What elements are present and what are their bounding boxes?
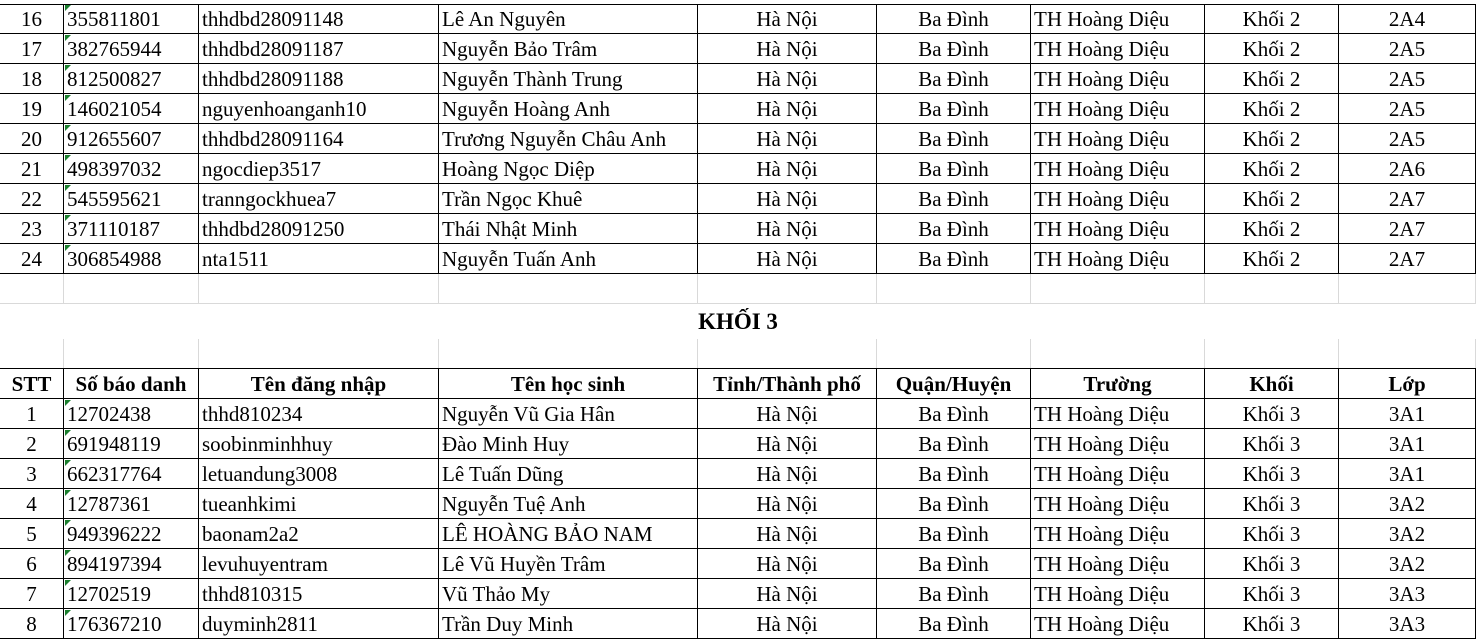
district-cell[interactable]: Ba Đình — [877, 124, 1031, 154]
class-cell[interactable]: 2A5 — [1339, 34, 1476, 64]
header-province-cell[interactable]: Tỉnh/Thành phố — [698, 369, 877, 399]
student-id-cell[interactable]: 176367210 — [64, 609, 199, 639]
login-name-cell[interactable]: thhd810234 — [199, 399, 439, 429]
stt-cell[interactable]: 19 — [0, 94, 64, 124]
number-as-text-marker-icon — [65, 185, 71, 191]
student-id-cell[interactable]: 12787361 — [64, 489, 199, 519]
student-name-cell[interactable]: Nguyễn Tuấn Anh — [439, 244, 698, 274]
table-row — [0, 124, 1476, 154]
grade-cell[interactable]: Khối 2 — [1205, 94, 1339, 124]
province-cell[interactable]: Hà Nội — [698, 579, 877, 609]
district-cell[interactable]: Ba Đình — [877, 184, 1031, 214]
student-id-cell[interactable]: 662317764 — [64, 459, 199, 489]
table-row — [0, 429, 1476, 459]
login-name-cell[interactable]: thhdbd28091148 — [199, 4, 439, 34]
student-name-cell[interactable]: Hoàng Ngọc Diệp — [439, 154, 698, 184]
stt-cell[interactable]: 18 — [0, 64, 64, 94]
student-id-cell[interactable]: 146021054 — [64, 94, 199, 124]
province-cell[interactable]: Hà Nội — [698, 609, 877, 639]
number-as-text-marker-icon — [65, 215, 71, 221]
class-cell[interactable] — [1339, 274, 1476, 304]
student-name-cell[interactable]: Đào Minh Huy — [439, 429, 698, 459]
table-row — [0, 154, 1476, 184]
district-cell[interactable]: Ba Đình — [877, 34, 1031, 64]
class-cell[interactable]: 3A3 — [1339, 579, 1476, 609]
login-name-cell[interactable]: ngocdiep3517 — [199, 154, 439, 184]
district-cell[interactable]: Ba Đình — [877, 154, 1031, 184]
student-id-cell[interactable]: 812500827 — [64, 64, 199, 94]
school-cell[interactable]: TH Hoàng Diệu — [1031, 94, 1205, 124]
stt-cell[interactable] — [0, 274, 64, 304]
student-name-cell[interactable]: Nguyễn Tuệ Anh — [439, 489, 698, 519]
district-cell[interactable]: Ba Đình — [877, 94, 1031, 124]
login-name-cell[interactable]: letuandung3008 — [199, 459, 439, 489]
header-student-id-cell[interactable]: Số báo danh — [64, 369, 199, 399]
province-cell[interactable]: Hà Nội — [698, 489, 877, 519]
province-cell[interactable]: Hà Nội — [698, 64, 877, 94]
class-cell[interactable]: 2A4 — [1339, 4, 1476, 34]
class-cell[interactable] — [1339, 339, 1476, 369]
login-name-cell[interactable]: thhdbd28091187 — [199, 34, 439, 64]
school-cell[interactable]: TH Hoàng Diệu — [1031, 459, 1205, 489]
district-cell[interactable]: Ba Đình — [877, 4, 1031, 34]
stt-cell[interactable]: 23 — [0, 214, 64, 244]
district-cell[interactable]: Ba Đình — [877, 244, 1031, 274]
class-cell[interactable]: 2A7 — [1339, 214, 1476, 244]
district-cell[interactable]: Ba Đình — [877, 399, 1031, 429]
table-header-row — [0, 369, 1476, 399]
grade-cell[interactable]: Khối 2 — [1205, 214, 1339, 244]
number-as-text-marker-icon — [65, 125, 71, 131]
login-name-cell[interactable]: tueanhkimi — [199, 489, 439, 519]
student-id-cell[interactable] — [64, 274, 199, 304]
province-cell[interactable] — [698, 274, 877, 304]
province-cell[interactable]: Hà Nội — [698, 399, 877, 429]
login-name-cell[interactable]: thhd810315 — [199, 579, 439, 609]
class-cell[interactable]: 2A7 — [1339, 244, 1476, 274]
student-id-cell[interactable]: 498397032 — [64, 154, 199, 184]
student-id-cell[interactable]: 12702519 — [64, 579, 199, 609]
student-id-cell[interactable]: 545595621 — [64, 184, 199, 214]
stt-cell[interactable]: 24 — [0, 244, 64, 274]
student-name-cell[interactable]: Lê Tuấn Dũng — [439, 459, 698, 489]
stt-cell[interactable] — [0, 339, 64, 369]
number-as-text-marker-icon — [65, 610, 71, 616]
grade-cell[interactable]: Khối 3 — [1205, 489, 1339, 519]
login-name-cell[interactable]: thhdbd28091164 — [199, 124, 439, 154]
student-name-cell[interactable]: Thái Nhật Minh — [439, 214, 698, 244]
province-cell[interactable]: Hà Nội — [698, 154, 877, 184]
class-cell[interactable]: 3A2 — [1339, 519, 1476, 549]
grade-cell[interactable]: Khối 2 — [1205, 244, 1339, 274]
student-name-cell[interactable]: Trần Duy Minh — [439, 609, 698, 639]
province-cell[interactable]: Hà Nội — [698, 429, 877, 459]
table-row — [0, 244, 1476, 274]
number-as-text-marker-icon — [65, 5, 71, 11]
grade-cell[interactable]: Khối 3 — [1205, 459, 1339, 489]
student-name-cell[interactable]: Trần Ngọc Khuê — [439, 184, 698, 214]
table-row — [0, 549, 1476, 579]
school-cell[interactable] — [1031, 339, 1205, 369]
school-cell[interactable]: TH Hoàng Diệu — [1031, 519, 1205, 549]
login-name-cell[interactable]: duyminh2811 — [199, 609, 439, 639]
header-student-name-cell[interactable]: Tên học sinh — [439, 369, 698, 399]
stt-cell[interactable]: 6 — [0, 549, 64, 579]
school-cell[interactable]: TH Hoàng Diệu — [1031, 124, 1205, 154]
school-cell[interactable]: TH Hoàng Diệu — [1031, 399, 1205, 429]
school-cell[interactable]: TH Hoàng Diệu — [1031, 4, 1205, 34]
district-cell[interactable]: Ba Đình — [877, 609, 1031, 639]
school-cell[interactable]: TH Hoàng Diệu — [1031, 184, 1205, 214]
district-cell[interactable]: Ba Đình — [877, 214, 1031, 244]
table-row — [0, 214, 1476, 244]
district-cell[interactable]: Ba Đình — [877, 519, 1031, 549]
student-name-cell[interactable]: LÊ HOÀNG BẢO NAM — [439, 519, 698, 549]
header-district-cell[interactable]: Quận/Huyện — [877, 369, 1031, 399]
province-cell[interactable]: Hà Nội — [698, 4, 877, 34]
class-cell[interactable]: 2A5 — [1339, 124, 1476, 154]
district-cell[interactable]: Ba Đình — [877, 579, 1031, 609]
header-stt-cell[interactable]: STT — [0, 369, 64, 399]
school-cell[interactable]: TH Hoàng Diệu — [1031, 579, 1205, 609]
stt-cell[interactable]: 21 — [0, 154, 64, 184]
grade-cell[interactable]: Khối 3 — [1205, 519, 1339, 549]
school-cell[interactable]: TH Hoàng Diệu — [1031, 549, 1205, 579]
grade-cell[interactable]: Khối 2 — [1205, 154, 1339, 184]
district-cell[interactable]: Ba Đình — [877, 549, 1031, 579]
grade-cell[interactable] — [1205, 339, 1339, 369]
login-name-cell[interactable]: baonam2a2 — [199, 519, 439, 549]
student-id-cell[interactable]: 12702438 — [64, 399, 199, 429]
student-name-cell[interactable]: Vũ Thảo My — [439, 579, 698, 609]
class-cell[interactable]: 3A2 — [1339, 549, 1476, 579]
class-cell[interactable]: 2A5 — [1339, 64, 1476, 94]
login-name-cell[interactable]: thhdbd28091250 — [199, 214, 439, 244]
login-name-cell[interactable] — [199, 339, 439, 369]
student-name-cell[interactable] — [439, 339, 698, 369]
student-name-cell[interactable]: Nguyễn Hoàng Anh — [439, 94, 698, 124]
class-cell[interactable]: 3A1 — [1339, 399, 1476, 429]
student-name-cell[interactable]: Nguyễn Vũ Gia Hân — [439, 399, 698, 429]
header-school-cell[interactable]: Trường — [1031, 369, 1205, 399]
grade-cell[interactable]: Khối 2 — [1205, 64, 1339, 94]
grade-cell[interactable]: Khối 3 — [1205, 399, 1339, 429]
number-as-text-marker-icon — [65, 245, 71, 251]
number-as-text-marker-icon — [65, 580, 71, 586]
student-id-cell[interactable]: 894197394 — [64, 549, 199, 579]
header-grade-cell[interactable]: Khối — [1205, 369, 1339, 399]
province-cell[interactable]: Hà Nội — [698, 519, 877, 549]
login-name-cell[interactable] — [199, 274, 439, 304]
district-cell[interactable]: Ba Đình — [877, 489, 1031, 519]
province-cell[interactable]: Hà Nội — [698, 124, 877, 154]
header-login-name-cell[interactable]: Tên đăng nhập — [199, 369, 439, 399]
student-id-cell[interactable]: 691948119 — [64, 429, 199, 459]
login-name-cell[interactable]: soobinminhhuy — [199, 429, 439, 459]
stt-cell[interactable]: 22 — [0, 184, 64, 214]
school-cell[interactable]: TH Hoàng Diệu — [1031, 609, 1205, 639]
student-name-cell[interactable]: Trương Nguyễn Châu Anh — [439, 124, 698, 154]
number-as-text-marker-icon — [65, 35, 71, 41]
stt-cell[interactable]: 16 — [0, 4, 64, 34]
stt-cell[interactable]: 5 — [0, 519, 64, 549]
school-cell[interactable]: TH Hoàng Diệu — [1031, 244, 1205, 274]
login-name-cell[interactable]: nta1511 — [199, 244, 439, 274]
province-cell[interactable]: Hà Nội — [698, 214, 877, 244]
class-cell[interactable]: 3A2 — [1339, 489, 1476, 519]
school-cell[interactable]: TH Hoàng Diệu — [1031, 154, 1205, 184]
number-as-text-marker-icon — [65, 520, 71, 526]
empty-row — [0, 339, 1476, 369]
number-as-text-marker-icon — [65, 490, 71, 496]
number-as-text-marker-icon — [65, 460, 71, 466]
district-cell[interactable] — [877, 339, 1031, 369]
number-as-text-marker-icon — [65, 430, 71, 436]
grade-cell[interactable]: Khối 3 — [1205, 429, 1339, 459]
number-as-text-marker-icon — [65, 95, 71, 101]
number-as-text-marker-icon — [65, 155, 71, 161]
stt-cell[interactable]: 2 — [0, 429, 64, 459]
table-row — [0, 4, 1476, 34]
class-cell[interactable]: 2A6 — [1339, 154, 1476, 184]
student-id-cell[interactable]: 355811801 — [64, 4, 199, 34]
student-id-cell[interactable] — [64, 339, 199, 369]
stt-cell[interactable]: 1 — [0, 399, 64, 429]
school-cell[interactable]: TH Hoàng Diệu — [1031, 34, 1205, 64]
student-name-cell[interactable]: Lê Vũ Huyền Trâm — [439, 549, 698, 579]
district-cell[interactable] — [877, 274, 1031, 304]
grade-cell[interactable]: Khối 3 — [1205, 549, 1339, 579]
school-cell[interactable]: TH Hoàng Diệu — [1031, 214, 1205, 244]
grade-cell[interactable]: Khối 2 — [1205, 4, 1339, 34]
table-row — [0, 579, 1476, 609]
login-name-cell[interactable]: tranngockhuea7 — [199, 184, 439, 214]
district-cell[interactable]: Ba Đình — [877, 429, 1031, 459]
table-row — [0, 609, 1476, 639]
stt-cell[interactable]: 17 — [0, 34, 64, 64]
empty-row — [0, 274, 1476, 304]
login-name-cell[interactable]: thhdbd28091188 — [199, 64, 439, 94]
stt-cell[interactable]: 7 — [0, 579, 64, 609]
student-name-cell[interactable]: Nguyễn Thành Trung — [439, 64, 698, 94]
stt-cell[interactable]: 3 — [0, 459, 64, 489]
province-cell[interactable]: Hà Nội — [698, 459, 877, 489]
grade-cell[interactable]: Khối 3 — [1205, 579, 1339, 609]
login-name-cell[interactable]: levuhuyentram — [199, 549, 439, 579]
class-cell[interactable]: 3A1 — [1339, 459, 1476, 489]
grade-cell[interactable] — [1205, 274, 1339, 304]
class-cell[interactable]: 2A7 — [1339, 184, 1476, 214]
table-row — [0, 459, 1476, 489]
stt-cell[interactable]: 4 — [0, 489, 64, 519]
student-id-cell[interactable]: 912655607 — [64, 124, 199, 154]
table-row — [0, 94, 1476, 124]
stt-cell[interactable]: 20 — [0, 124, 64, 154]
table-row — [0, 64, 1476, 94]
school-cell[interactable]: TH Hoàng Diệu — [1031, 429, 1205, 459]
number-as-text-marker-icon — [65, 550, 71, 556]
province-cell[interactable]: Hà Nội — [698, 244, 877, 274]
table-row — [0, 184, 1476, 214]
grade-cell[interactable]: Khối 2 — [1205, 34, 1339, 64]
student-id-cell[interactable]: 382765944 — [64, 34, 199, 64]
table-row — [0, 399, 1476, 429]
student-id-cell[interactable]: 371110187 — [64, 214, 199, 244]
school-cell[interactable]: TH Hoàng Diệu — [1031, 64, 1205, 94]
student-name-cell[interactable] — [439, 274, 698, 304]
school-cell[interactable] — [1031, 274, 1205, 304]
province-cell[interactable]: Hà Nội — [698, 184, 877, 214]
table-row — [0, 519, 1476, 549]
number-as-text-marker-icon — [65, 65, 71, 71]
province-cell[interactable]: Hà Nội — [698, 34, 877, 64]
class-cell[interactable]: 2A5 — [1339, 94, 1476, 124]
grade-cell[interactable]: Khối 2 — [1205, 184, 1339, 214]
province-cell[interactable]: Hà Nội — [698, 549, 877, 579]
student-id-cell[interactable]: 949396222 — [64, 519, 199, 549]
school-cell[interactable]: TH Hoàng Diệu — [1031, 489, 1205, 519]
student-name-cell[interactable]: Nguyễn Bảo Trâm — [439, 34, 698, 64]
number-as-text-marker-icon — [65, 400, 71, 406]
table-row — [0, 34, 1476, 64]
grade-cell[interactable]: Khối 2 — [1205, 124, 1339, 154]
header-class-cell[interactable]: Lớp — [1339, 369, 1476, 399]
student-id-cell[interactable]: 306854988 — [64, 244, 199, 274]
grade-cell[interactable]: Khối 3 — [1205, 609, 1339, 639]
province-cell[interactable] — [698, 339, 877, 369]
student-name-cell[interactable]: Lê An Nguyên — [439, 4, 698, 34]
section-title: KHỐI 3 — [698, 309, 778, 334]
stt-cell[interactable]: 8 — [0, 609, 64, 639]
district-cell[interactable]: Ba Đình — [877, 64, 1031, 94]
class-cell[interactable]: 3A3 — [1339, 609, 1476, 639]
class-cell[interactable]: 3A1 — [1339, 429, 1476, 459]
province-cell[interactable]: Hà Nội — [698, 94, 877, 124]
login-name-cell[interactable]: nguyenhoanganh10 — [199, 94, 439, 124]
table-row — [0, 489, 1476, 519]
district-cell[interactable]: Ba Đình — [877, 459, 1031, 489]
